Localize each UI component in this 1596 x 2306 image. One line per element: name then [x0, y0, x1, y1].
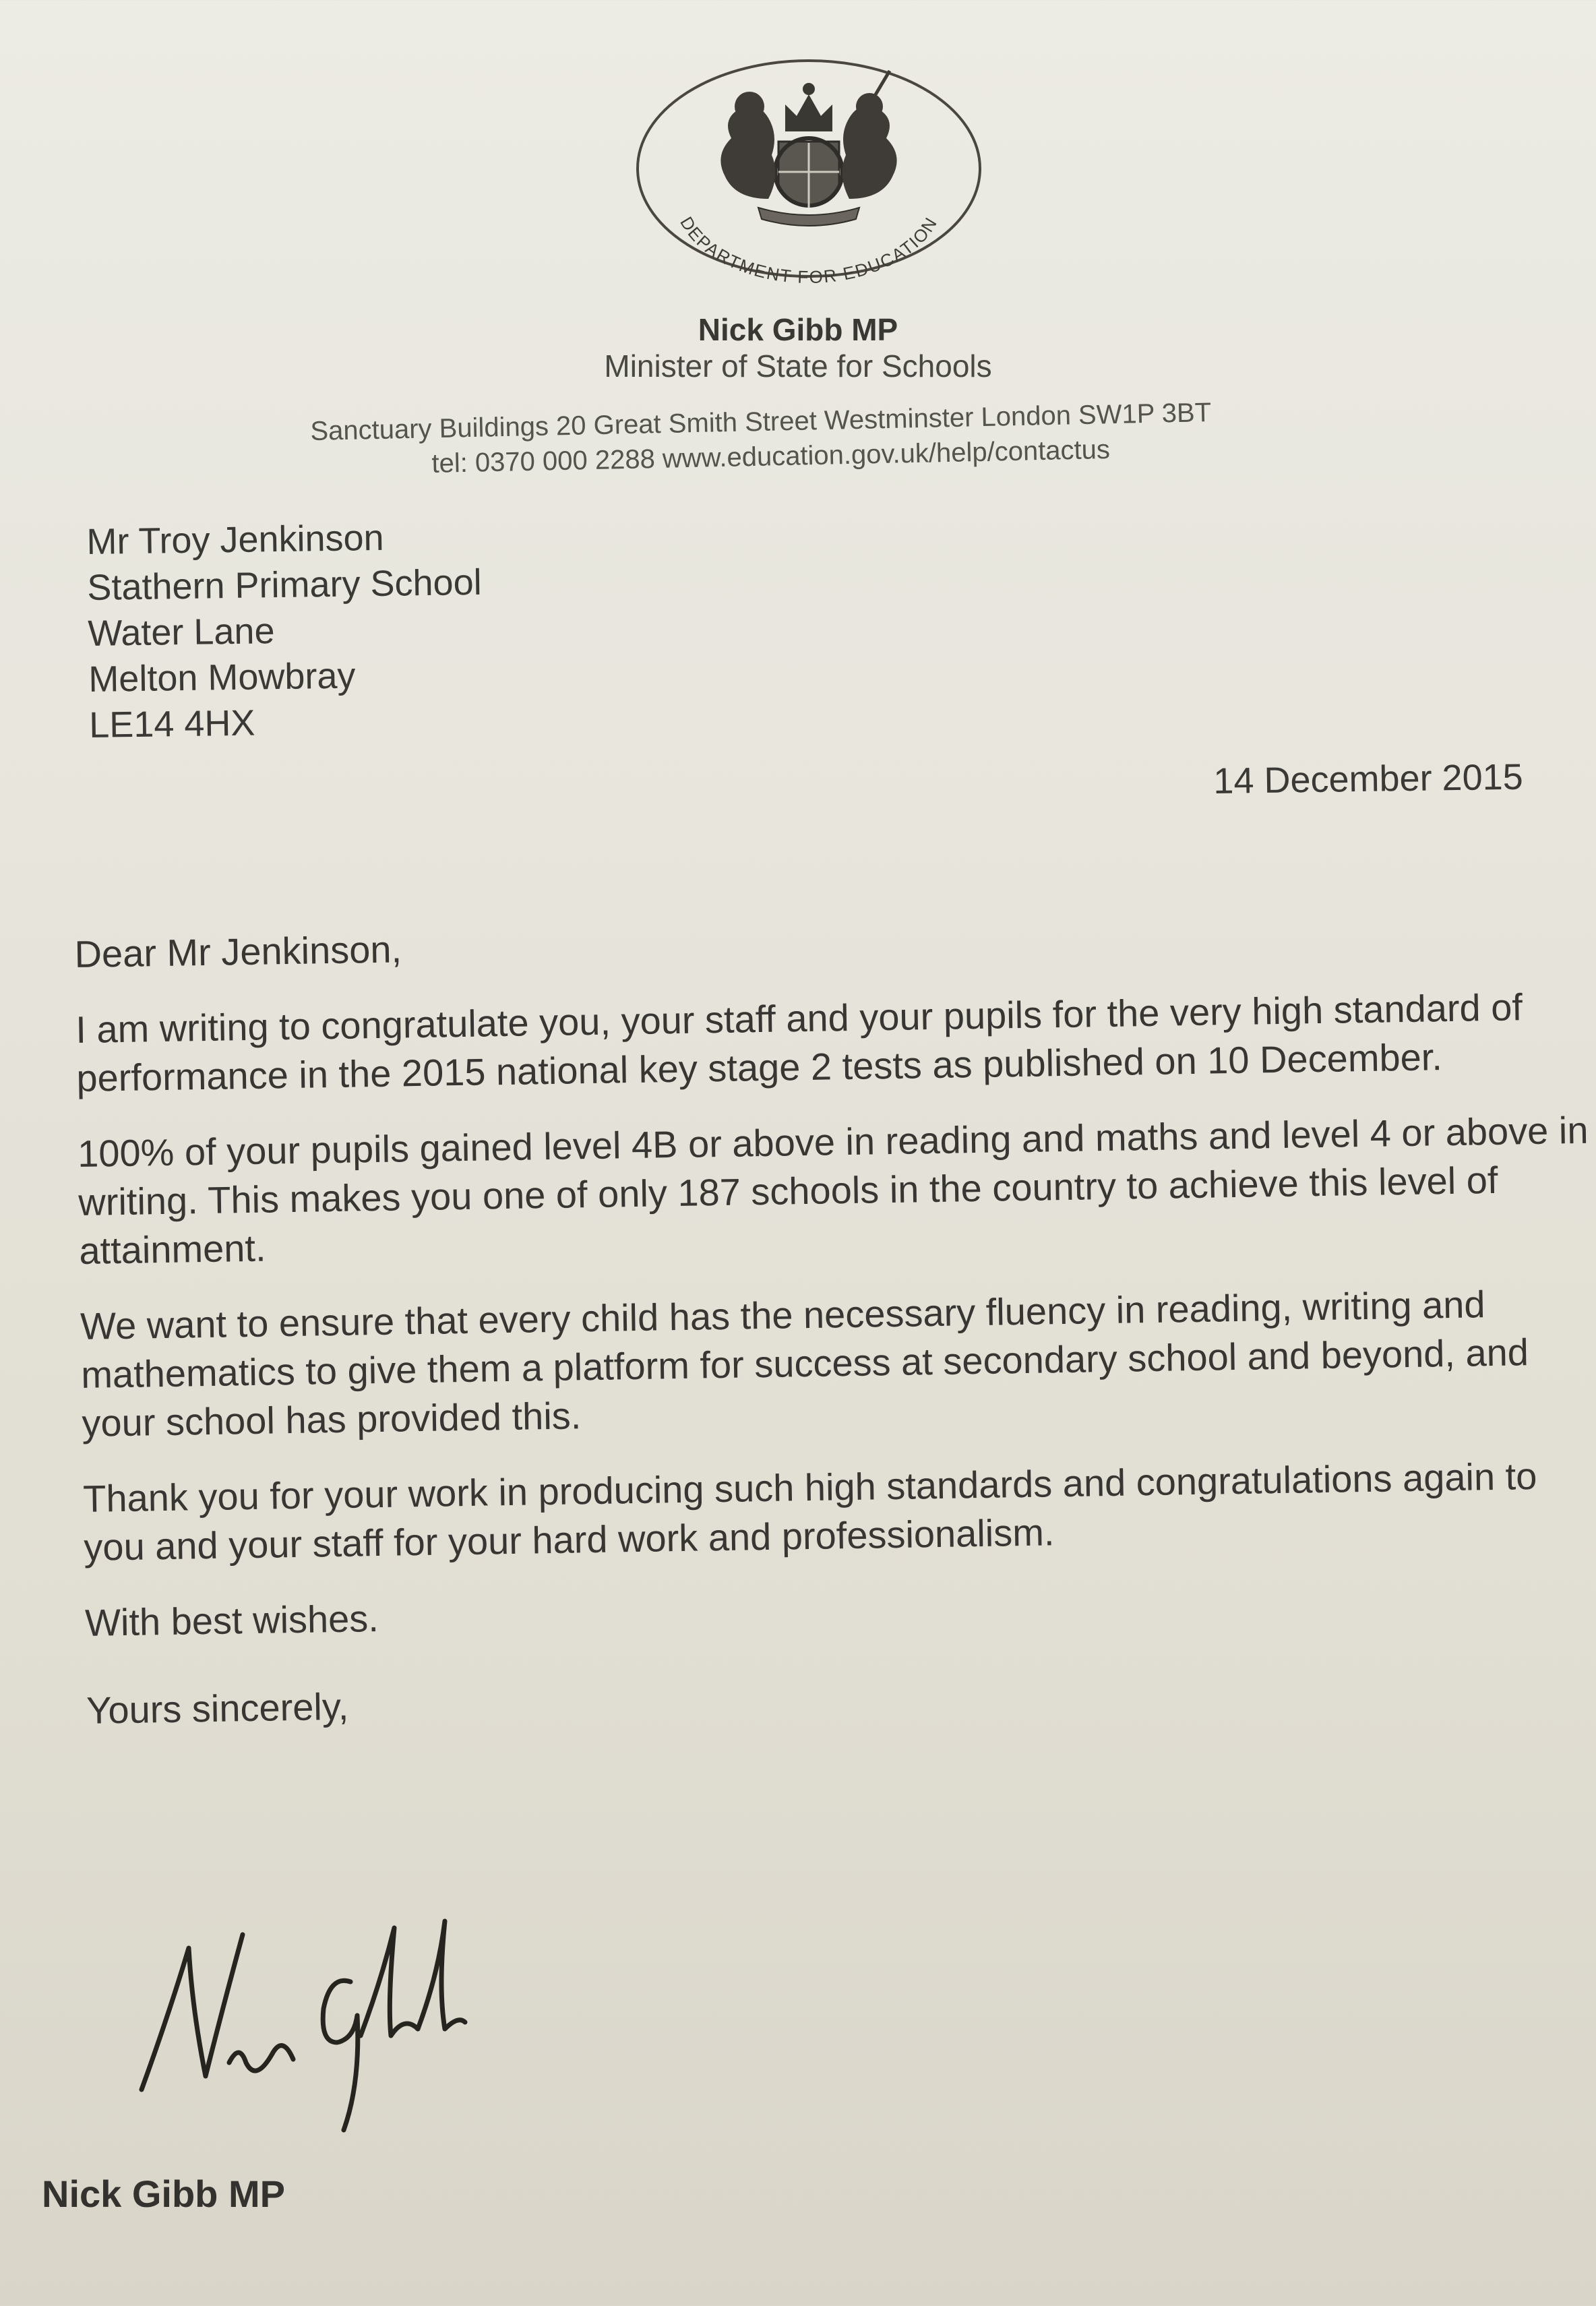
recipient-name: Mr Troy Jenkinson [86, 517, 385, 562]
closing: Yours sincerely, [86, 1685, 349, 1732]
handwritten-signature [128, 1908, 532, 2150]
letter-date: 14 December 2015 [1213, 756, 1524, 801]
letterhead-name: Nick Gibb MP [698, 312, 898, 347]
recipient-postcode: LE14 4HX [88, 702, 255, 746]
paragraph: I am writing to congratulate you, your staff and your pupils for the very high standard of performance in the 2015 national key stage 2 tests as published on 10 December. [75, 985, 1523, 1099]
salutation: Dear Mr Jenkinson, [74, 928, 402, 975]
paragraph: We want to ensure that every child has the necessary fluency in reading, writing and mathematics to give them a platform for success at secondary school and beyond, and your school has provided this. [80, 1283, 1529, 1445]
paragraph: 100% of your pupils gained level 4B or above in reading and maths and level 4 or above in writing. This makes you one of only 187 schools in the country to achieve this level of attainment. [77, 1108, 1589, 1272]
recipient-street: Water Lane [87, 611, 275, 654]
letterhead-contact: tel: 0370 000 2288 www.education.gov.uk/help/contactus [431, 434, 1111, 479]
royal-coat-of-arms-emblem [634, 54, 984, 283]
crest-ring-text: DEPARTMENT FOR EDUCATION [676, 213, 942, 283]
signer-name: Nick Gibb MP [42, 2173, 285, 2215]
recipient-address [86, 514, 484, 748]
recipient-school: Stathern Primary School [87, 562, 483, 608]
best-wishes: With best wishes. [84, 1597, 379, 1644]
paragraph: Thank you for your work in producing such high standards and congratulations again to you and your staff for your hard work and professionalism. [82, 1455, 1537, 1569]
letterhead-title: Minister of State for Schools [604, 348, 992, 384]
letterhead-address: Sanctuary Buildings 20 Great Smith Street Westminster London SW1P 3BT [310, 398, 1212, 446]
letter-body [74, 907, 1596, 1735]
recipient-town: Melton Mowbray [88, 655, 356, 700]
